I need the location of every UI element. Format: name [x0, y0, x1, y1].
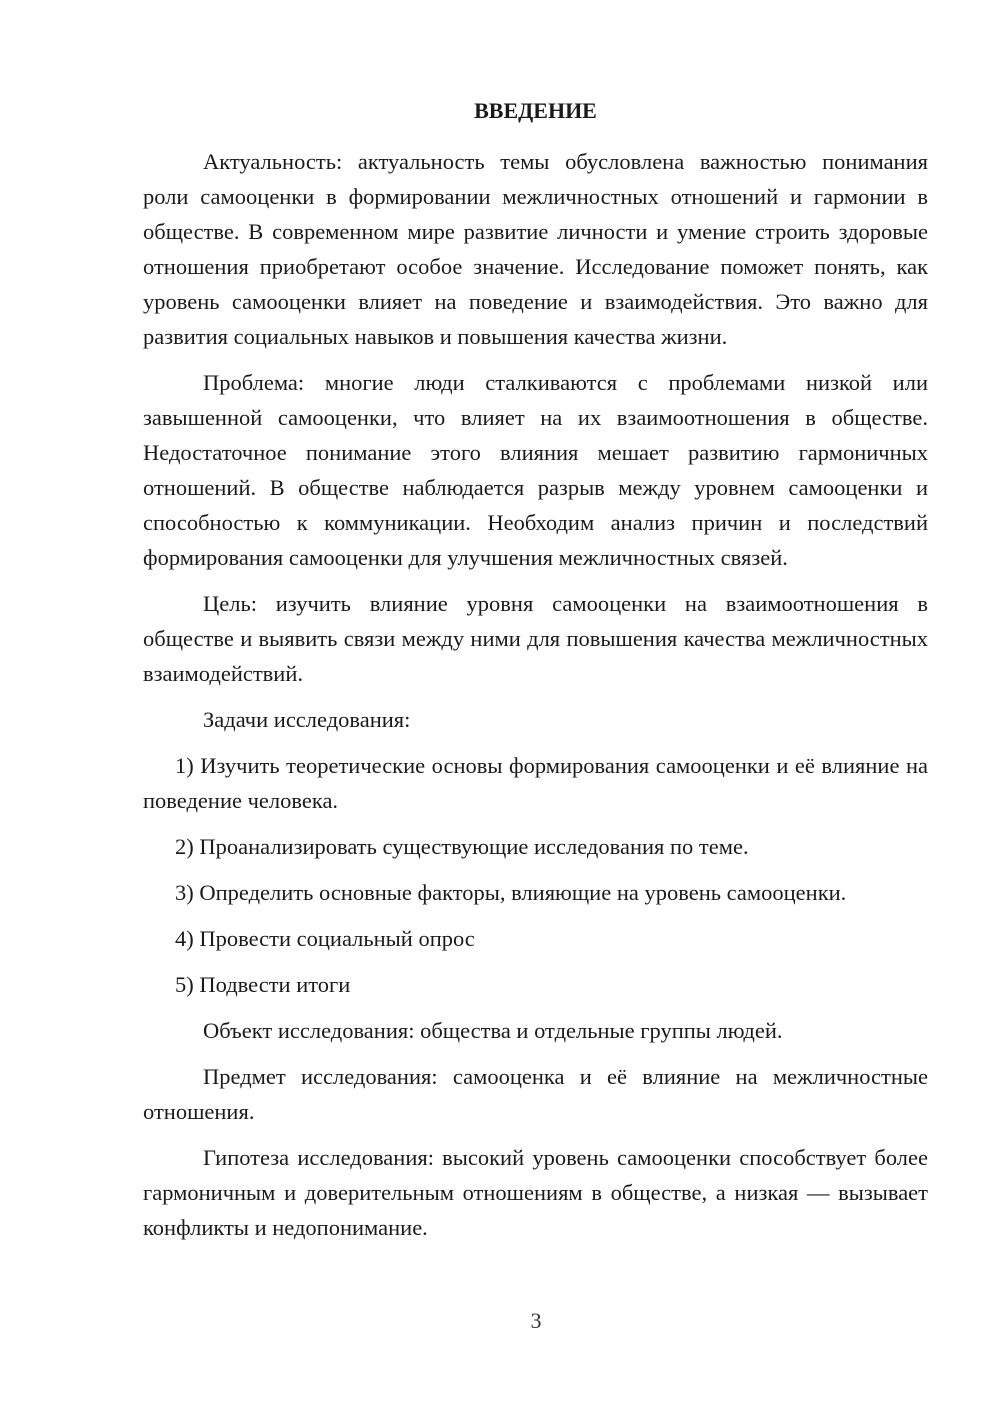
- paragraph-problem: Проблема: многие люди сталкиваются с проблемами низкой или завышенной самооценки, что влияет на их взаимоотношения в обществе. Недостаточное понимание этого влияния мешает развитию гармоничных отношений. В обществе наблюдается разрыв между уровнем самооценки и способностью к коммуникации. Необходим анализ причин и последствий формирования самооценки для улучшения межличностных связей.: [143, 370, 928, 570]
- task-item-4: 4) Провести социальный опрос: [175, 926, 475, 951]
- paragraph-tasks-heading: Задачи исследования:: [203, 707, 411, 732]
- paragraph-goal: Цель: изучить влияние уровня самооценки на взаимоотношения в обществе и выявить связи между ними для повышения качества межличностных взаимодействий.: [143, 591, 928, 686]
- task-item-5: 5) Подвести итоги: [175, 972, 351, 997]
- task-item-2: 2) Проанализировать существующие исследования по теме.: [175, 834, 749, 859]
- paragraph-hypothesis: Гипотеза исследования: высокий уровень самооценки способствует более гармоничным и доверительным отношениям в обществе, а низкая — вызывает конфликты и недопонимание.: [143, 1145, 928, 1240]
- paragraph-relevance: Актуальность: актуальность темы обусловлена важностью понимания роли самооценки в формировании межличностных отношений и гармонии в обществе. В современном мире развитие личности и умение строить здоровые отношения приобретают особое значение. Исследование поможет понять, как уровень самооценки влияет на поведение и взаимодействия. Это важно для развития социальных навыков и повышения качества жизни.: [143, 149, 928, 349]
- task-item-3: 3) Определить основные факторы, влияющие на уровень самооценки.: [175, 880, 847, 905]
- paragraph-subject: Предмет исследования: самооценка и её влияние на межличностные отношения.: [143, 1064, 928, 1124]
- document-page: [143, 95, 928, 1256]
- section-title: ВВЕДЕНИЕ: [474, 98, 597, 123]
- page-number: 3: [530, 1308, 542, 1333]
- task-item-1: 1) Изучить теоретические основы формирования самооценки и её влияние на поведение человека.: [143, 753, 928, 813]
- paragraph-object: Объект исследования: общества и отдельные группы людей.: [203, 1018, 783, 1043]
